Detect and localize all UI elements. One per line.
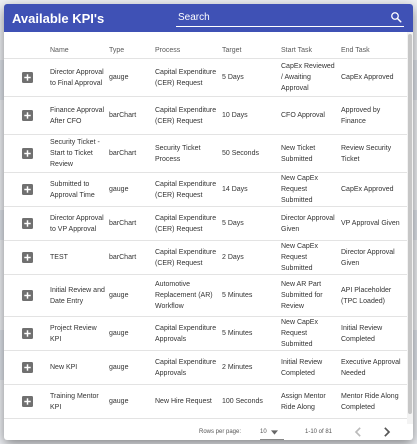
kpi-name-cell: New KPI xyxy=(50,351,109,385)
scrollbar[interactable] xyxy=(407,32,413,424)
kpi-target-cell: 100 Seconds xyxy=(222,385,281,419)
kpi-target-cell: 5 Minutes xyxy=(222,317,281,351)
kpi-process-cell: Capital Expenditure (CER) Request xyxy=(155,173,222,207)
kpi-start-task-cell: CFO Approval xyxy=(281,97,341,135)
rows-per-page-label: Rows per page: xyxy=(199,429,242,435)
plus-box-icon[interactable] xyxy=(22,218,33,229)
kpi-process-cell: Capital Expenditure (CER) Request xyxy=(155,97,222,135)
chevron-right-icon[interactable] xyxy=(382,427,391,437)
kpi-start-task-cell: Assign Mentor Ride Along xyxy=(281,385,341,419)
table-header-row xyxy=(4,42,408,59)
kpi-start-task-cell: New CapEx Request Submitted xyxy=(281,241,341,275)
expand-cell xyxy=(4,207,50,241)
kpi-name-cell: Training Mentor KPI xyxy=(50,385,109,419)
kpi-end-task-cell: Mentor Ride Along Completed xyxy=(341,385,408,419)
expand-cell xyxy=(4,173,50,207)
plus-box-icon[interactable] xyxy=(22,72,33,83)
pagination-bar xyxy=(4,424,413,440)
kpi-type-cell: barChart xyxy=(109,97,155,135)
kpi-end-task-cell: Director Approval Given xyxy=(341,241,408,275)
kpi-start-task-cell: CapEx Reviewed / Awaiting Approval xyxy=(281,59,341,97)
kpi-process-cell: Automotive Replacement (AR) Workflow xyxy=(155,275,222,317)
kpi-type-cell: gauge xyxy=(109,173,155,207)
expand-cell xyxy=(4,59,50,97)
scrollbar-thumb[interactable] xyxy=(408,34,412,414)
kpi-type-cell: gauge xyxy=(109,351,155,385)
kpi-name-cell: TEST xyxy=(50,241,109,275)
table-row[interactable] xyxy=(4,97,408,135)
kpi-process-cell: Capital Expenditure Approvals xyxy=(155,317,222,351)
kpi-end-task-cell: Review Security Ticket xyxy=(341,135,408,173)
rows-per-page-underline xyxy=(260,439,284,440)
table-row[interactable] xyxy=(4,317,408,351)
kpi-dialog xyxy=(4,4,413,440)
pagination-range: 1-10 of 81 xyxy=(305,429,333,435)
plus-box-icon[interactable] xyxy=(22,362,33,373)
kpi-start-task-cell: Initial Review Completed xyxy=(281,351,341,385)
table-row[interactable] xyxy=(4,275,408,317)
kpi-name-cell: Security Ticket - Start to Ticket Review xyxy=(50,135,109,173)
rows-per-page-select[interactable] xyxy=(260,429,278,435)
kpi-type-cell: gauge xyxy=(109,59,155,97)
chevron-left-icon[interactable] xyxy=(354,427,363,437)
expand-column-header xyxy=(4,42,50,59)
kpi-process-cell: Capital Expenditure (CER) Request xyxy=(155,241,222,275)
expand-cell xyxy=(4,241,50,275)
kpi-start-task-cell: New CapEx Request Submitted xyxy=(281,317,341,351)
kpi-process-cell: Capital Expenditure (CER) Request xyxy=(155,207,222,241)
caret-down-icon xyxy=(271,430,278,435)
plus-box-icon[interactable] xyxy=(22,148,33,159)
kpi-target-cell: 5 Days xyxy=(222,207,281,241)
plus-box-icon[interactable] xyxy=(22,184,33,195)
plus-box-icon[interactable] xyxy=(22,252,33,263)
table-body xyxy=(4,59,408,419)
plus-box-icon[interactable] xyxy=(22,290,33,301)
table-row[interactable] xyxy=(4,241,408,275)
kpi-name-cell: Initial Review and Date Entry xyxy=(50,275,109,317)
kpi-target-cell: 5 Minutes xyxy=(222,275,281,317)
search-input[interactable] xyxy=(176,12,383,23)
kpi-end-task-cell: Initial Review Completed xyxy=(341,317,408,351)
dialog-title: Available KPI's xyxy=(12,10,105,26)
kpi-process-cell: Capital Expenditure Approvals xyxy=(155,351,222,385)
kpi-process-cell: Security Ticket Process xyxy=(155,135,222,173)
column-header-target[interactable]: Target xyxy=(222,42,281,59)
search-icon[interactable] xyxy=(390,11,402,23)
kpi-name-cell: Finance Approval After CFO xyxy=(50,97,109,135)
column-header-name[interactable]: Name xyxy=(50,42,109,59)
kpi-target-cell: 14 Days xyxy=(222,173,281,207)
kpi-process-cell: Capital Expenditure (CER) Request xyxy=(155,59,222,97)
expand-cell xyxy=(4,351,50,385)
expand-cell xyxy=(4,97,50,135)
expand-cell xyxy=(4,275,50,317)
kpi-start-task-cell: Director Approval Given xyxy=(281,207,341,241)
expand-cell xyxy=(4,385,50,419)
table-row[interactable] xyxy=(4,135,408,173)
kpi-table xyxy=(4,42,408,419)
kpi-type-cell: gauge xyxy=(109,317,155,351)
kpi-type-cell: barChart xyxy=(109,241,155,275)
column-header-type[interactable]: Type xyxy=(109,42,155,59)
kpi-end-task-cell: CapEx Approved xyxy=(341,59,408,97)
kpi-target-cell: 2 Days xyxy=(222,241,281,275)
kpi-type-cell: gauge xyxy=(109,385,155,419)
kpi-type-cell: barChart xyxy=(109,135,155,173)
kpi-end-task-cell: VP Approval Given xyxy=(341,207,408,241)
kpi-start-task-cell: New CapEx Request Submitted xyxy=(281,173,341,207)
kpi-name-cell: Submitted to Approval Time xyxy=(50,173,109,207)
kpi-name-cell: Project Review KPI xyxy=(50,317,109,351)
expand-cell xyxy=(4,135,50,173)
kpi-end-task-cell: Approved by Finance xyxy=(341,97,408,135)
kpi-name-cell: Director Approval to Final Approval xyxy=(50,59,109,97)
kpi-start-task-cell: New AR Part Submitted for Review xyxy=(281,275,341,317)
table-row[interactable] xyxy=(4,351,408,385)
dialog-header xyxy=(4,4,413,32)
kpi-end-task-cell: CapEx Approved xyxy=(341,173,408,207)
kpi-end-task-cell: API Placeholder (TPC Loaded) xyxy=(341,275,408,317)
expand-cell xyxy=(4,317,50,351)
plus-box-icon[interactable] xyxy=(22,328,33,339)
table-row[interactable] xyxy=(4,59,408,97)
table-row[interactable] xyxy=(4,207,408,241)
kpi-type-cell: gauge xyxy=(109,275,155,317)
search-bar xyxy=(176,9,404,27)
plus-box-icon[interactable] xyxy=(22,396,33,407)
table-row[interactable] xyxy=(4,173,408,207)
table-row[interactable] xyxy=(4,385,408,419)
column-header-end-task[interactable]: End Task xyxy=(341,42,408,59)
kpi-process-cell: New Hire Request xyxy=(155,385,222,419)
kpi-target-cell: 10 Days xyxy=(222,97,281,135)
kpi-type-cell: barChart xyxy=(109,207,155,241)
kpi-end-task-cell: Executive Approval Needed xyxy=(341,351,408,385)
kpi-target-cell: 2 Minutes xyxy=(222,351,281,385)
plus-box-icon[interactable] xyxy=(22,110,33,121)
kpi-table-container xyxy=(4,42,413,422)
kpi-start-task-cell: New Ticket Submitted xyxy=(281,135,341,173)
rows-per-page-value: 10 xyxy=(260,429,267,435)
column-header-start-task[interactable]: Start Task xyxy=(281,42,341,59)
kpi-target-cell: 50 Seconds xyxy=(222,135,281,173)
kpi-target-cell: 5 Days xyxy=(222,59,281,97)
kpi-name-cell: Director Approval to VP Approval xyxy=(50,207,109,241)
column-header-process[interactable]: Process xyxy=(155,42,222,59)
